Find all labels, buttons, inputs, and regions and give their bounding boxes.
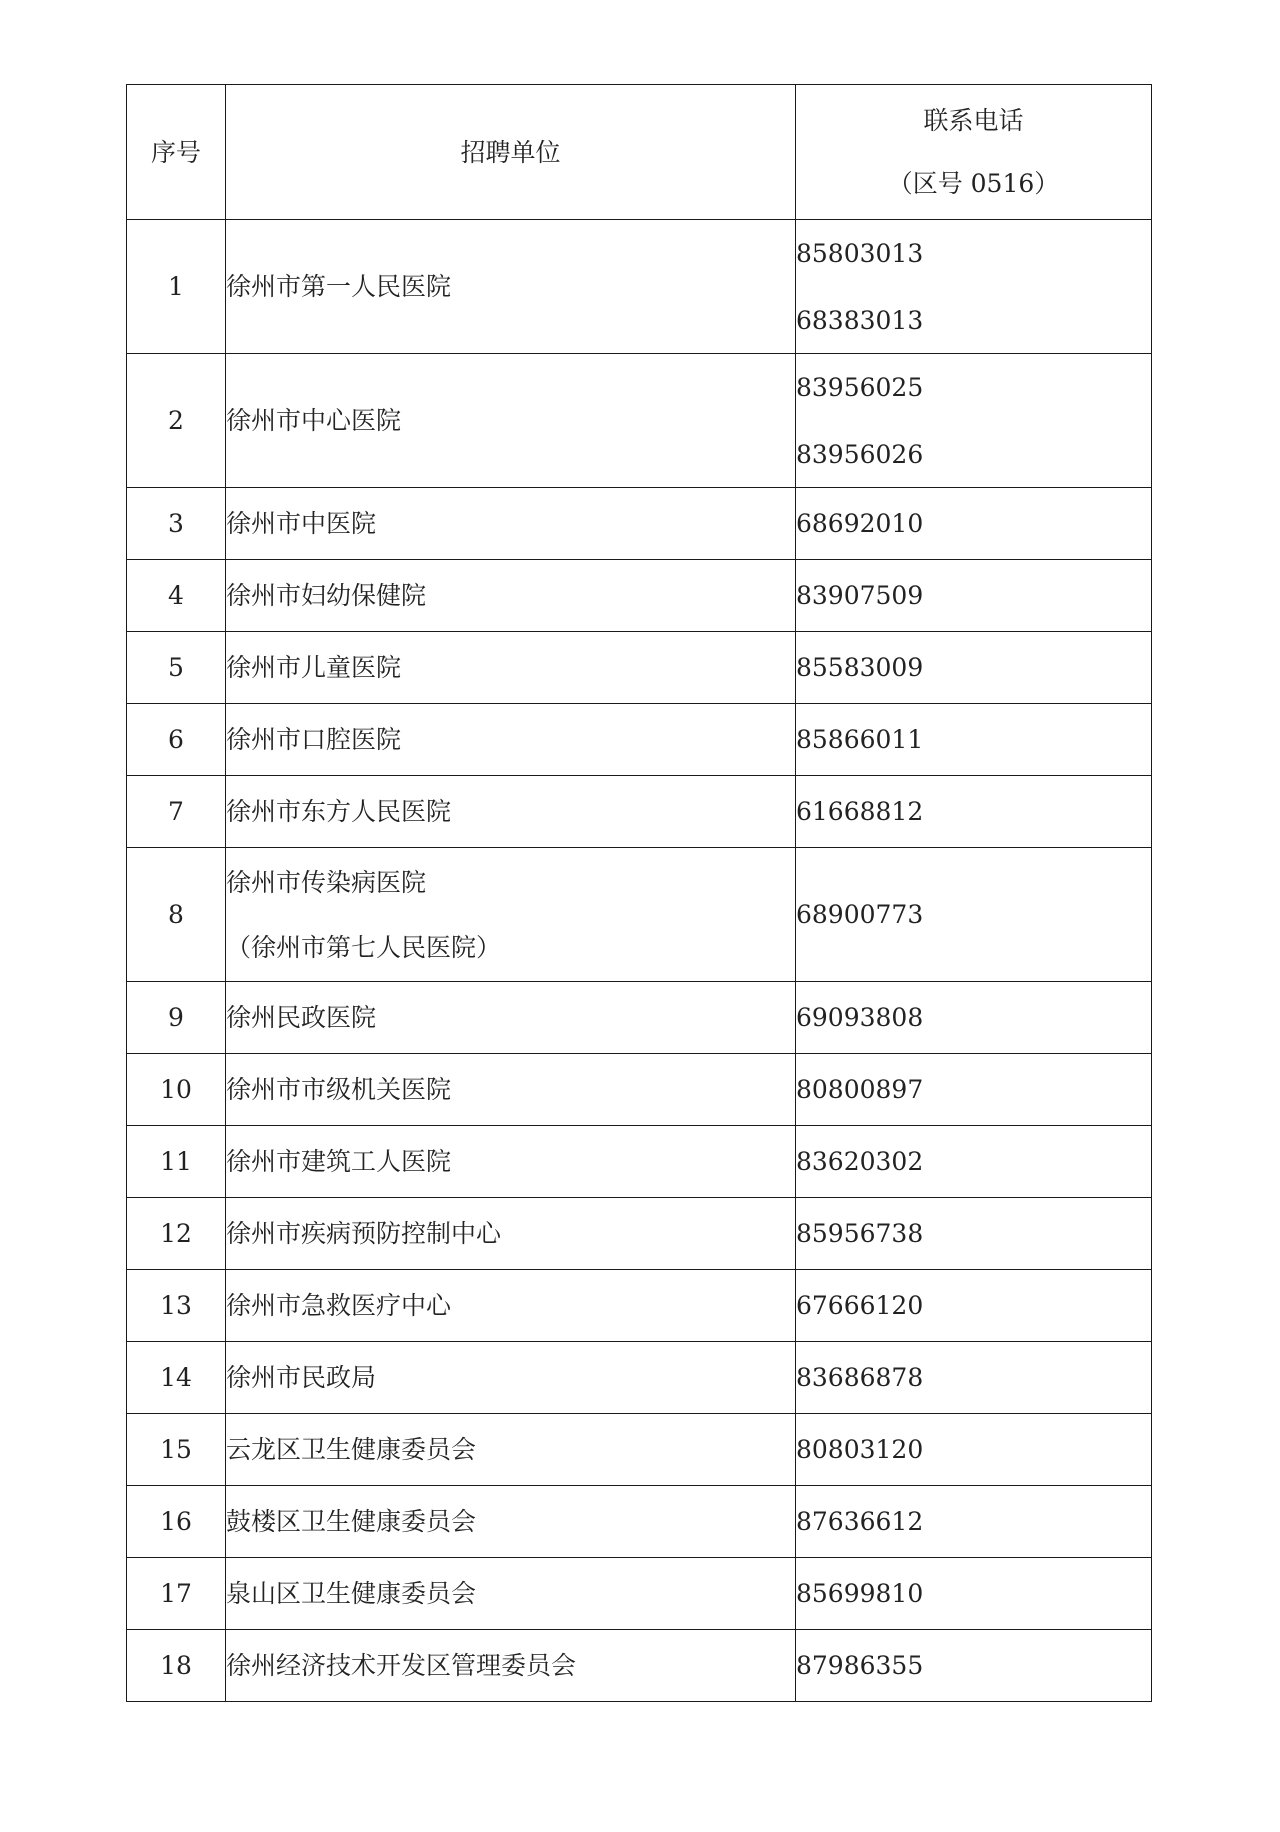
- phone-number: 83956026: [796, 439, 924, 469]
- table-row: [127, 982, 1152, 1054]
- recruiting-unit-cell: [226, 776, 796, 848]
- recruiting-unit-name: 徐州市民政局: [226, 1363, 377, 1392]
- table-row: [127, 776, 1152, 848]
- header-unit: 招聘单位: [226, 85, 796, 220]
- phone-cell: [796, 560, 1152, 632]
- row-number: 2: [127, 354, 226, 488]
- recruiting-unit-name: 徐州市口腔医院: [226, 725, 402, 754]
- phone-cell: [796, 1054, 1152, 1126]
- recruiting-unit-cell: [226, 1342, 796, 1414]
- row-number: 16: [127, 1486, 226, 1558]
- table-row: [127, 488, 1152, 560]
- recruiting-unit-name: 徐州市建筑工人医院: [226, 1147, 452, 1176]
- row-number: 18: [127, 1630, 226, 1702]
- header-phone-label: 联系电话: [923, 106, 1024, 135]
- row-number: 8: [127, 848, 226, 982]
- recruiting-unit-cell: [226, 488, 796, 560]
- phone-cell: [796, 1270, 1152, 1342]
- phone-number: 67666120: [796, 1291, 924, 1320]
- phone-cell: [796, 1414, 1152, 1486]
- row-number: 15: [127, 1414, 226, 1486]
- table-row: [127, 1342, 1152, 1414]
- phone-number: 69093808: [796, 1003, 924, 1032]
- table-row: [127, 1198, 1152, 1270]
- recruiting-unit-name: （徐州市第七人民医院）: [226, 932, 502, 962]
- phone-cell: [796, 1342, 1152, 1414]
- phone-number: 83620302: [796, 1147, 924, 1176]
- phone-number: 87636612: [796, 1507, 924, 1536]
- row-number: 1: [127, 220, 226, 354]
- table-row: [127, 354, 1152, 488]
- row-number: 5: [127, 632, 226, 704]
- phone-number: 87986355: [796, 1651, 924, 1680]
- recruiting-unit-cell: [226, 1414, 796, 1486]
- table-row: [127, 848, 1152, 982]
- phone-cell: [796, 488, 1152, 560]
- header-area-code: （区号 0516）: [887, 169, 1060, 198]
- row-number: 12: [127, 1198, 226, 1270]
- recruiting-unit-name: 徐州市传染病医院: [226, 867, 427, 897]
- recruiting-unit-name: 徐州市中医院: [226, 509, 377, 538]
- table-row: [127, 1558, 1152, 1630]
- phone-number: 83956025: [796, 372, 924, 402]
- phone-cell: [796, 982, 1152, 1054]
- recruiting-unit-cell: [226, 354, 796, 488]
- recruiting-unit-cell: [226, 1054, 796, 1126]
- recruiting-unit-name: 云龙区卫生健康委员会: [226, 1435, 477, 1464]
- table-row: [127, 220, 1152, 354]
- phone-cell: [796, 848, 1152, 982]
- recruiting-unit-cell: [226, 1558, 796, 1630]
- recruiting-unit-cell: [226, 1198, 796, 1270]
- recruiting-unit-name: 徐州经济技术开发区管理委员会: [226, 1651, 577, 1680]
- table-row: [127, 632, 1152, 704]
- table-row: [127, 1486, 1152, 1558]
- contact-table: [126, 84, 1152, 1702]
- recruiting-unit-cell: [226, 848, 796, 982]
- recruiting-unit-cell: [226, 704, 796, 776]
- table-body: [127, 220, 1152, 1702]
- recruiting-unit-name: 徐州市中心医院: [226, 406, 402, 435]
- phone-number: 68692010: [796, 509, 924, 538]
- phone-number: 85803013: [796, 238, 924, 268]
- table-row: [127, 1414, 1152, 1486]
- phone-number: 85583009: [796, 653, 924, 682]
- recruiting-unit-cell: [226, 1486, 796, 1558]
- recruiting-unit-cell: [226, 1270, 796, 1342]
- table-row: [127, 1126, 1152, 1198]
- row-number: 4: [127, 560, 226, 632]
- phone-number: 85866011: [796, 725, 924, 754]
- phone-number: 80800897: [796, 1075, 924, 1104]
- row-number: 3: [127, 488, 226, 560]
- recruiting-unit-name: 徐州市妇幼保健院: [226, 581, 427, 610]
- recruiting-unit-cell: [226, 1126, 796, 1198]
- phone-cell: [796, 1486, 1152, 1558]
- phone-cell: [796, 1198, 1152, 1270]
- phone-number: 83686878: [796, 1363, 924, 1392]
- row-number: 9: [127, 982, 226, 1054]
- recruiting-unit-name: 徐州市第一人民医院: [226, 272, 452, 301]
- phone-cell: [796, 220, 1152, 354]
- recruiting-unit-name: 徐州市东方人民医院: [226, 797, 452, 826]
- recruiting-unit-name: 鼓楼区卫生健康委员会: [226, 1507, 477, 1536]
- table-row: [127, 704, 1152, 776]
- phone-number: 85699810: [796, 1579, 924, 1608]
- phone-cell: [796, 354, 1152, 488]
- phone-number: 83907509: [796, 581, 924, 610]
- phone-number: 85956738: [796, 1219, 924, 1248]
- phone-cell: [796, 1558, 1152, 1630]
- row-number: 14: [127, 1342, 226, 1414]
- row-number: 11: [127, 1126, 226, 1198]
- recruiting-unit-cell: [226, 632, 796, 704]
- phone-number: 68383013: [796, 305, 924, 335]
- phone-cell: [796, 704, 1152, 776]
- phone-cell: [796, 632, 1152, 704]
- row-number: 17: [127, 1558, 226, 1630]
- row-number: 10: [127, 1054, 226, 1126]
- recruiting-unit-name: 徐州市儿童医院: [226, 653, 402, 682]
- recruiting-unit-cell: [226, 982, 796, 1054]
- phone-cell: [796, 776, 1152, 848]
- table-row: [127, 560, 1152, 632]
- recruiting-unit-name: 泉山区卫生健康委员会: [226, 1579, 477, 1608]
- phone-cell: [796, 1630, 1152, 1702]
- header-num: 序号: [127, 85, 226, 220]
- row-number: 6: [127, 704, 226, 776]
- phone-number: 80803120: [796, 1435, 924, 1464]
- table-row: [127, 1270, 1152, 1342]
- header-phone: [796, 85, 1152, 220]
- phone-number: 68900773: [796, 900, 924, 929]
- recruiting-unit-cell: [226, 1630, 796, 1702]
- recruiting-unit-name: 徐州市市级机关医院: [226, 1075, 452, 1104]
- row-number: 7: [127, 776, 226, 848]
- recruiting-unit-name: 徐州民政医院: [226, 1003, 377, 1032]
- header-row: [127, 85, 1152, 220]
- recruiting-unit-cell: [226, 220, 796, 354]
- recruiting-unit-cell: [226, 560, 796, 632]
- phone-cell: [796, 1126, 1152, 1198]
- table-row: [127, 1630, 1152, 1702]
- recruiting-unit-name: 徐州市急救医疗中心: [226, 1291, 452, 1320]
- row-number: 13: [127, 1270, 226, 1342]
- table-row: [127, 1054, 1152, 1126]
- phone-number: 61668812: [796, 797, 924, 826]
- recruiting-unit-name: 徐州市疾病预防控制中心: [226, 1219, 502, 1248]
